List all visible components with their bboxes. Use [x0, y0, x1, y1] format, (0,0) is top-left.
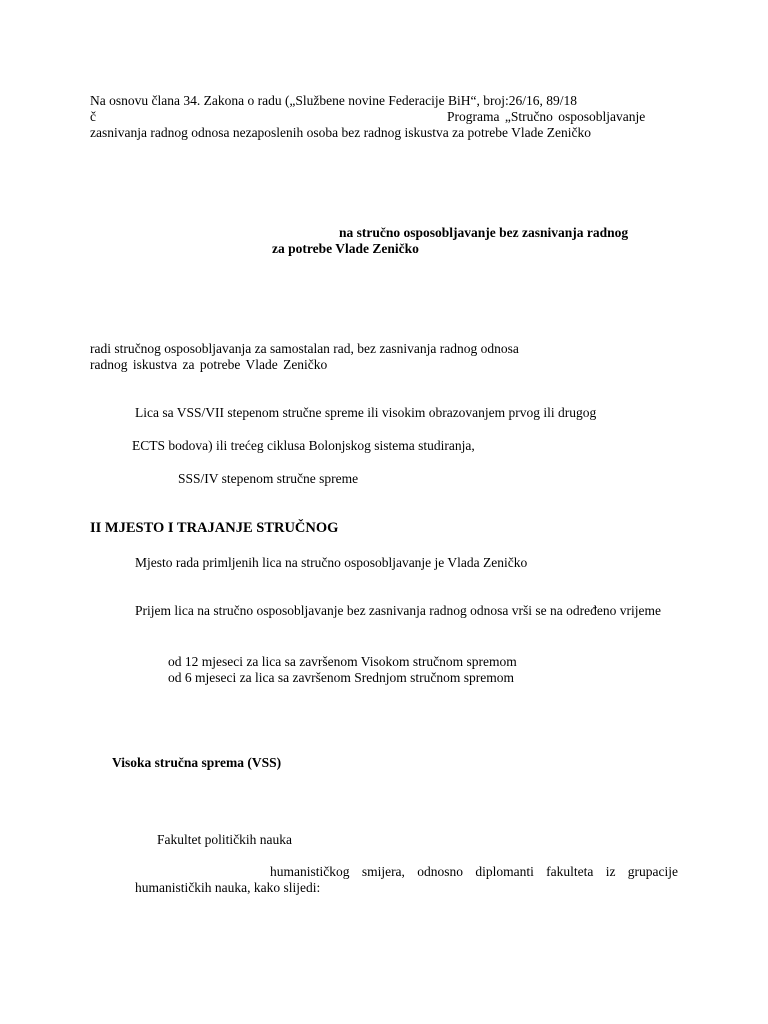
vss-title: Visoka stručna sprema (VSS) — [112, 755, 282, 770]
eligibility-item-3: SSS/IV stepenom stručne spreme — [178, 471, 359, 486]
section-2-place: Mjesto rada primljenih lica na stručno osposobljavanje je Vlada Zeničko — [135, 555, 528, 570]
section-2-title: II MJESTO I TRAJANJE STRUČNOG — [90, 520, 339, 536]
purpose-line-1: radi stručnog osposobljavanja za samostalan rad, bez zasnivanja radnog odnosa — [90, 341, 519, 356]
vss-desc-line-1: humanističkog smijera, odnosno diplomanti fakulteta iz grupacije — [270, 864, 678, 879]
intro-line-2-right: Programa „Stručno osposobljavanje — [447, 109, 646, 124]
eligibility-item-1: Lica sa VSS/VII stepenom stručne spreme ili visokim obrazovanjem prvog ili drugog — [135, 405, 597, 420]
intro-line-3: zasnivanja radnog odnosa nezaposlenih osoba bez radnog iskustva za potrebe Vlade Zeničko — [90, 125, 591, 140]
section-2-admission: Prijem lica na stručno osposobljavanje bez zasnivanja radnog odnosa vrši se na određeno vrijeme — [135, 603, 661, 618]
purpose-line-2: radnog iskustva za potrebe Vlade Zeničko — [90, 357, 328, 372]
vss-desc-line-2: humanističkih nauka, kako slijedi: — [135, 880, 321, 895]
eligibility-item-2: ECTS bodova) ili trećeg ciklusa Bolonjskog sistema studiranja, — [132, 438, 475, 453]
intro-line-2-left: č — [90, 109, 96, 124]
duration-line-1: od 12 mjeseci za lica sa završenom Visokom stručnom spremom — [168, 654, 517, 669]
duration-line-2: od 6 mjeseci za lica sa završenom Srednjom stručnom spremom — [168, 670, 515, 685]
intro-line-1: Na osnovu člana 34. Zakona o radu („Službene novine Federacije BiH“, broj:26/16, 89/18 — [90, 93, 577, 108]
vss-faculty: Fakultet političkih nauka — [157, 832, 292, 847]
heading-line-2: za potrebe Vlade Zeničko — [272, 241, 419, 256]
heading-line-1: na stručno osposobljavanje bez zasnivanja radnog — [339, 225, 629, 240]
